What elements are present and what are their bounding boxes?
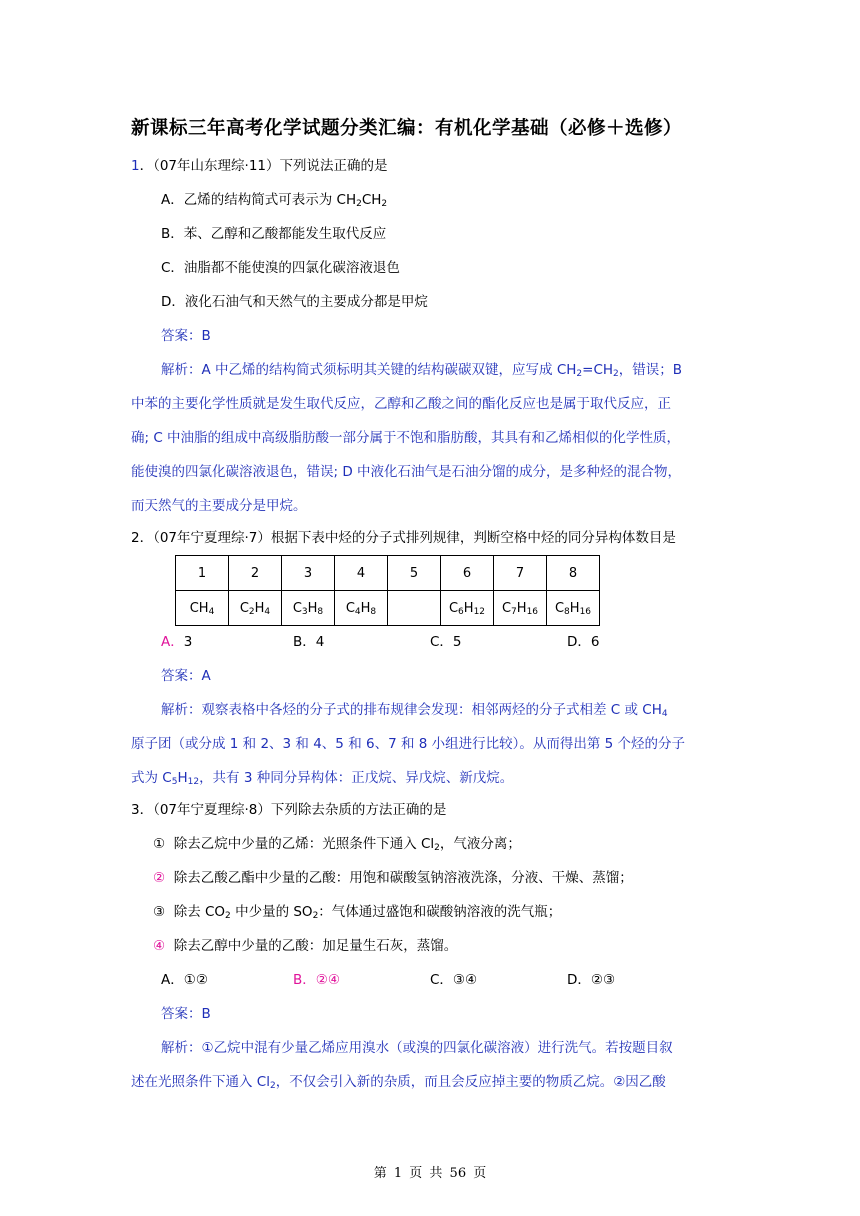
q3-item-3: ③ 除去 $CO_2$ 中少量的 $SO_2$：气体通过盛饱和碳酸钠溶液的洗气瓶； — [153, 904, 562, 921]
formula-cell: $C_3H_8$ — [282, 591, 335, 626]
q2-option-b: B．4 — [293, 634, 325, 650]
q2-option-d: D．6 — [567, 634, 600, 650]
q2-explanation-line: 原子团（或分成 1 和 2、3 和 4、5 和 6、7 和 8 小组进行比较）。从而得出第 5 个烃的分子 — [131, 736, 686, 752]
q2-option-c: C．5 — [430, 634, 462, 650]
q2-explanation-line: 式为 $C_5H_{12}$，共有 3 种同分异构体：正戊烷、异戊烷、新戊烷。 — [131, 770, 514, 787]
table-cell: 3 — [282, 556, 335, 591]
hydrocarbon-table — [175, 555, 600, 626]
q3-stem: 3．（07年宁夏理综·8）下列除去杂质的方法正确的是 — [131, 802, 447, 818]
formula-cell: $C_2H_4$ — [229, 591, 282, 626]
q1-option-b: B．苯、乙醇和乙酸都能发生取代反应 — [161, 226, 387, 242]
q1-number: 1 — [131, 158, 140, 174]
formula-cell: $C_6H_{12}$ — [441, 591, 494, 626]
q2-answer: 答案：A — [161, 668, 211, 684]
formula-cell: $C_8H_{16}$ — [547, 591, 600, 626]
q3-explanation-line: 述在光照条件下通入 $Cl_2$，不仅会引入新的杂质，而且会反应掉主要的物质乙烷。②因乙酸 — [131, 1074, 666, 1091]
document-title: 新课标三年高考化学试题分类汇编：有机化学基础（必修＋选修） — [131, 118, 683, 139]
q1-option-d: D．液化石油气和天然气的主要成分都是甲烷 — [161, 294, 428, 310]
q2-stem: 2．（07年宁夏理综·7）根据下表中烃的分子式排列规律，判断空格中烃的同分异构体数目是 — [131, 530, 676, 546]
table-cell: 6 — [441, 556, 494, 591]
q3-option-c: C．③④ — [430, 972, 478, 988]
q1-option-c: C．油脂都不能使溴的四氯化碳溶液退色 — [161, 260, 400, 276]
page-footer: 第 1 页 共 56 页 — [373, 1166, 487, 1181]
q2-option-a: A．3 — [161, 634, 193, 650]
q3-option-d: D．②③ — [567, 972, 616, 988]
q3-explanation-line: 解析：①乙烷中混有少量乙烯应用溴水（或溴的四氯化碳溶液）进行洗气。若按题目叙 — [161, 1040, 673, 1056]
table-row — [176, 556, 600, 591]
table-cell: 5 — [388, 556, 441, 591]
table-cell: 7 — [494, 556, 547, 591]
table-cell: 2 — [229, 556, 282, 591]
q3-option-a: A．①② — [161, 972, 208, 988]
formula-cell: $C_4H_8$ — [335, 591, 388, 626]
q2-explanation-line: 解析：观察表格中各烃的分子式的排布规律会发现：相邻两烃的分子式相差 C 或 $CH_4$ — [161, 702, 668, 719]
table-row — [176, 591, 600, 626]
q3-answer: 答案：B — [161, 1006, 211, 1022]
q3-option-b: B．②④ — [293, 972, 340, 988]
q1-explanation-line: 而天然气的主要成分是甲烷。 — [131, 498, 307, 514]
table-cell: 4 — [335, 556, 388, 591]
q1-explanation-line: 中苯的主要化学性质就是发生取代反应，乙醇和乙酸之间的酯化反应也是属于取代反应，正 — [131, 396, 671, 412]
q1-explanation-line: 能使溴的四氯化碳溶液退色，错误; D 中液化石油气是石油分馏的成分，是多种烃的混合物， — [131, 464, 682, 480]
q3-item-4: ④ 除去乙醇中少量的乙酸：加足量生石灰，蒸馏。 — [153, 938, 458, 954]
q1-stem: 1．（07年山东理综·11）下列说法正确的是 — [131, 158, 388, 174]
formula-cell: $CH_4$ — [176, 591, 229, 626]
q1-explanation-line: 解析：A 中乙烯的结构简式须标明其关键的结构碳碳双键，应写成 $CH_2=CH_2$，错误；B — [161, 362, 683, 379]
q1-explanation-line: 确; C 中油脂的组成中高级脂肪酸一部分属于不饱和脂肪酸，其具有和乙烯相似的化学性质， — [131, 430, 681, 446]
formula-cell-empty — [388, 591, 441, 626]
q3-item-2: ② 除去乙酸乙酯中少量的乙酸：用饱和碳酸氢钠溶液洗涤，分液、干燥、蒸馏； — [153, 870, 633, 886]
q1-option-a: A．乙烯的结构简式可表示为 $CH_2CH_2$ — [161, 192, 388, 209]
formula-cell: $C_7H_{16}$ — [494, 591, 547, 626]
table-cell: 1 — [176, 556, 229, 591]
table-cell: 8 — [547, 556, 600, 591]
q1-answer: 答案：B — [161, 328, 211, 344]
q3-item-1: ① 除去乙烷中少量的乙烯：光照条件下通入 $Cl_2$，气液分离； — [153, 836, 521, 853]
